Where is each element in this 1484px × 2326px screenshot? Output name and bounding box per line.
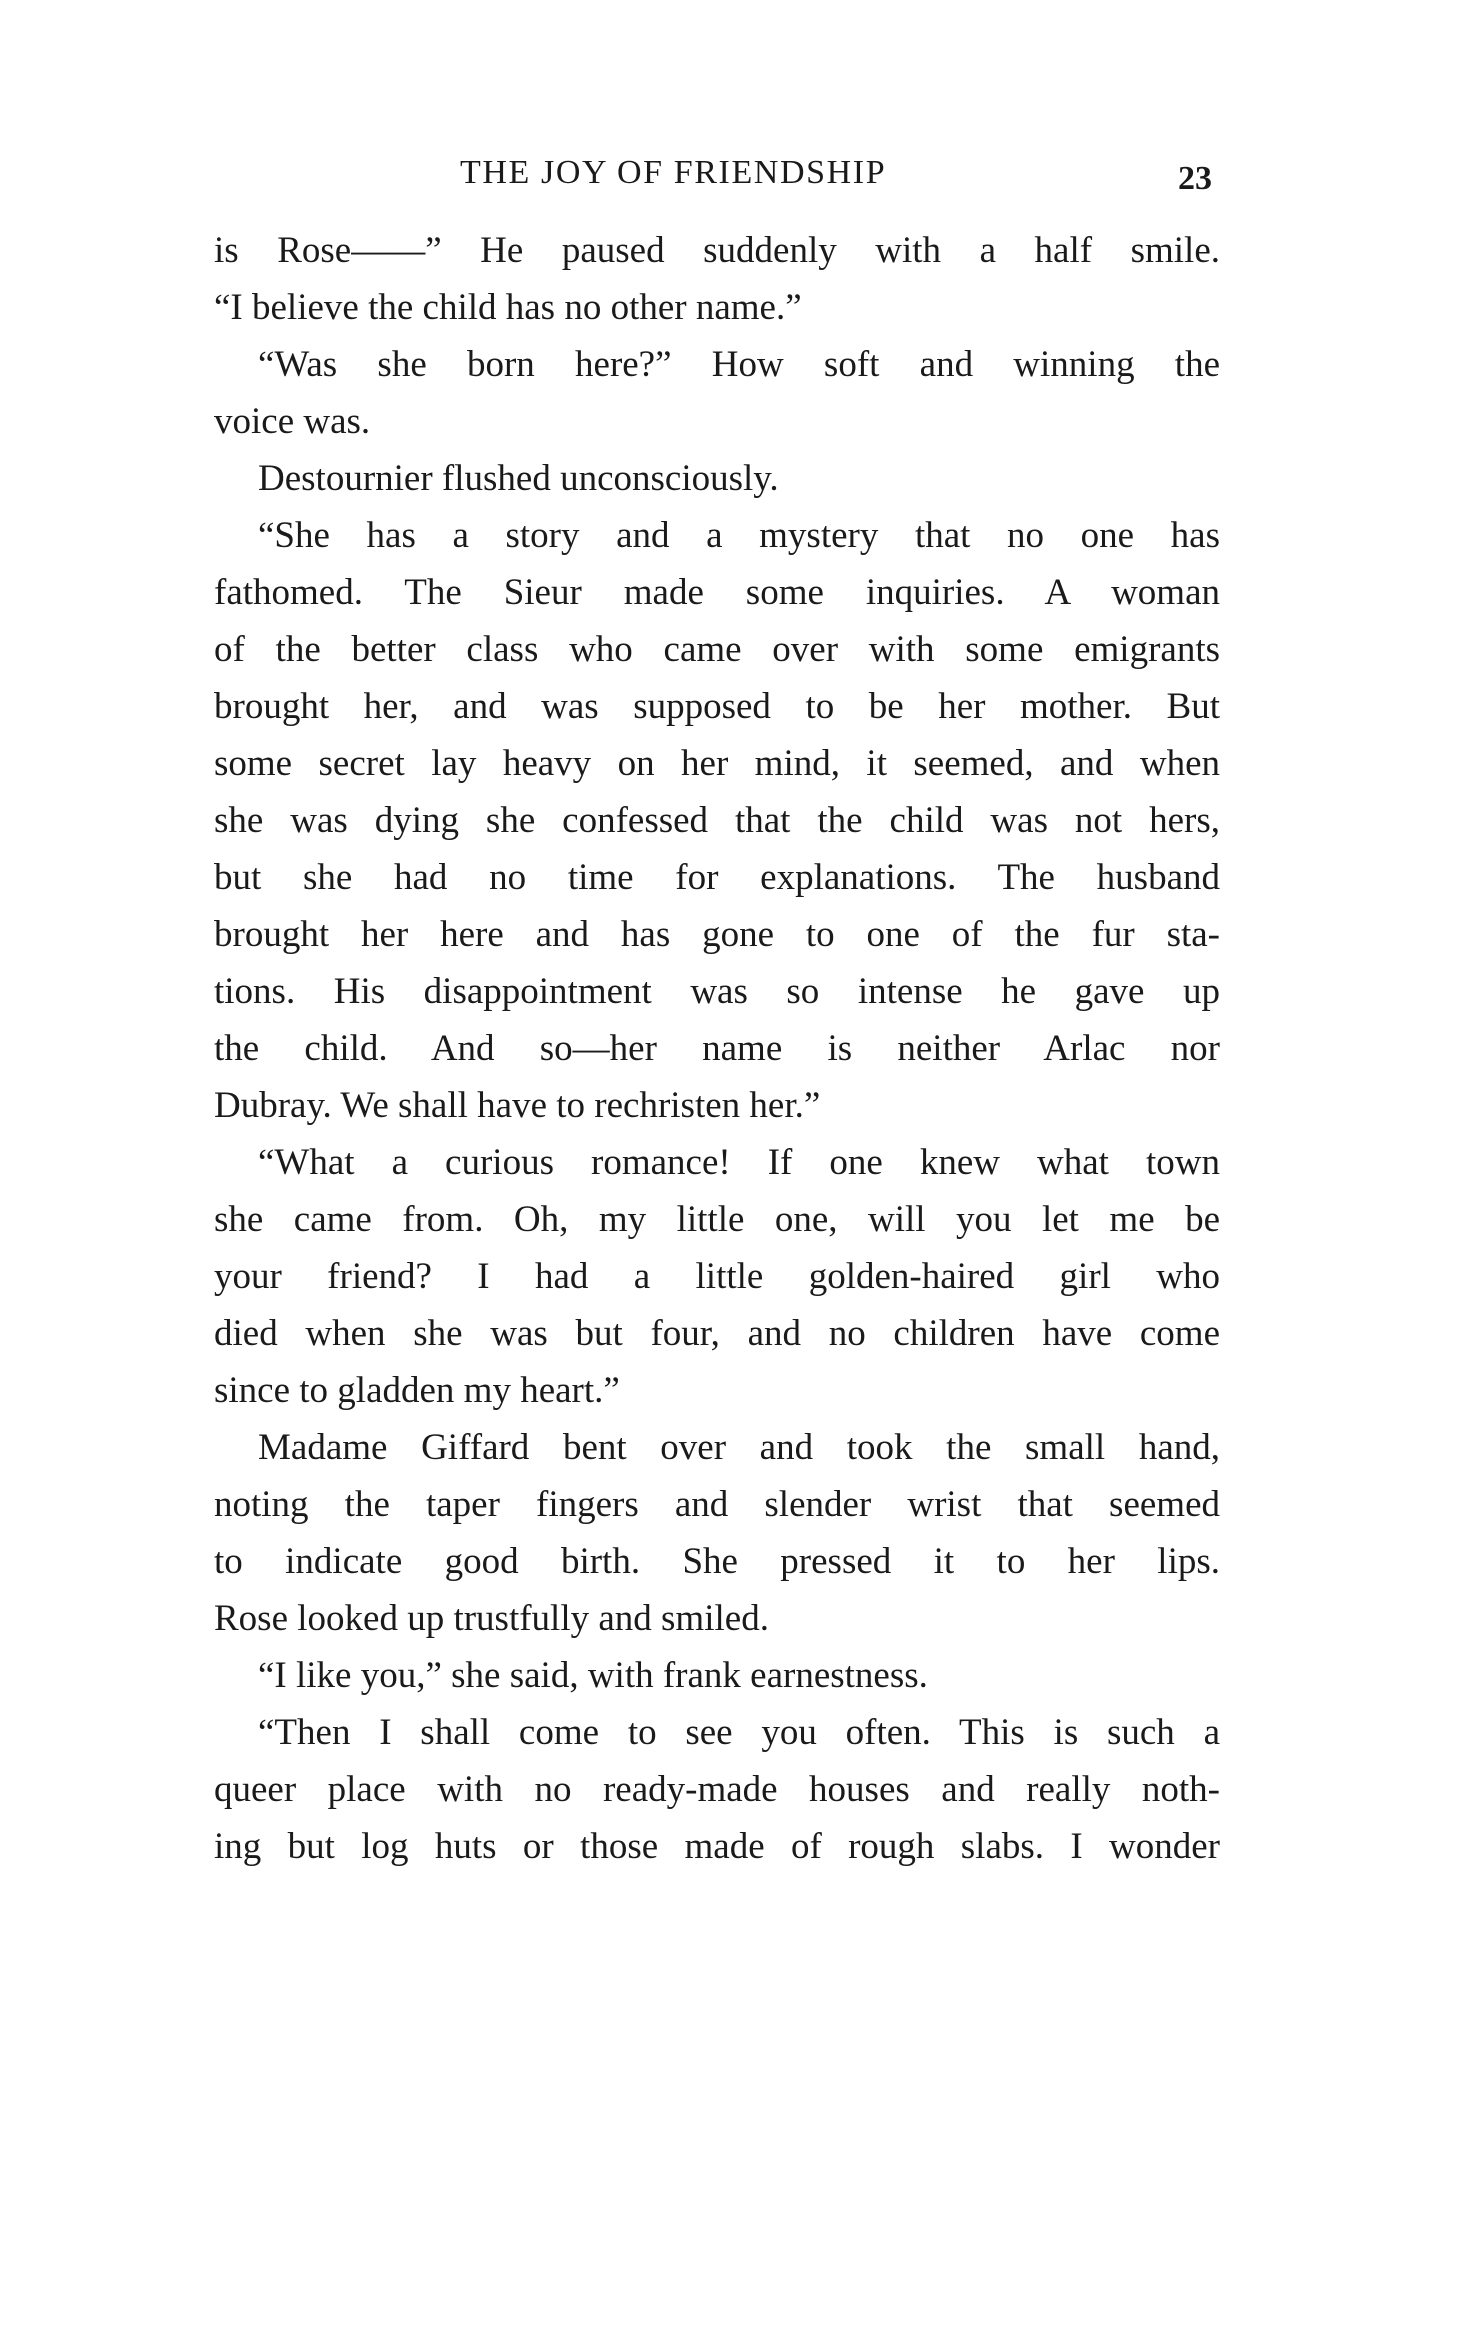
- text-line: Rose looked up trustfully and smiled.: [214, 1598, 769, 1639]
- text-line: to indicate good birth. She pressed it to her lips.: [214, 1541, 1220, 1582]
- text-line: “What a curious romance! If one knew what town: [258, 1142, 1220, 1183]
- text-line: queer place with no ready-made houses and really noth-: [214, 1769, 1220, 1810]
- text-line: some secret lay heavy on her mind, it seemed, and when: [214, 743, 1220, 784]
- text-line: “She has a story and a mystery that no one has: [258, 515, 1220, 556]
- text-line: since to gladden my heart.”: [214, 1370, 620, 1411]
- text-line: brought her here and has gone to one of the fur sta-: [214, 914, 1220, 955]
- text-line: but she had no time for explanations. The husband: [214, 857, 1220, 898]
- text-line: voice was.: [214, 401, 371, 442]
- text-line: your friend? I had a little golden-haired girl who: [214, 1256, 1220, 1297]
- text-line: tions. His disappointment was so intense he gave up: [214, 971, 1220, 1012]
- text-line: is Rose——” He paused suddenly with a half smile.: [214, 230, 1220, 271]
- text-line: brought her, and was supposed to be her mother. But: [214, 686, 1220, 727]
- text-line: the child. And so—her name is neither Arlac nor: [214, 1028, 1220, 1069]
- body-text: [214, 222, 1220, 1875]
- page-header: [0, 148, 1484, 198]
- text-line: she was dying she confessed that the child was not hers,: [214, 800, 1220, 841]
- text-line: Dubray. We shall have to rechristen her.”: [214, 1085, 821, 1126]
- text-line: fathomed. The Sieur made some inquiries. A woman: [214, 572, 1220, 613]
- text-line: died when she was but four, and no children have come: [214, 1313, 1220, 1354]
- page-number: 23: [1178, 160, 1212, 197]
- running-title: THE JOY OF FRIENDSHIP: [460, 154, 887, 191]
- text-line: “I like you,” she said, with frank earnestness.: [258, 1655, 928, 1696]
- text-line: she came from. Oh, my little one, will you let me be: [214, 1199, 1220, 1240]
- text-line: ing but log huts or those made of rough slabs. I wonder: [214, 1826, 1220, 1867]
- text-line: of the better class who came over with some emigrants: [214, 629, 1220, 670]
- text-line: “I believe the child has no other name.”: [214, 287, 802, 328]
- text-line: noting the taper fingers and slender wrist that seemed: [214, 1484, 1220, 1525]
- text-line: Madame Giffard bent over and took the small hand,: [258, 1427, 1220, 1468]
- text-line: “Then I shall come to see you often. This is such a: [258, 1712, 1220, 1753]
- text-line: Destournier flushed unconsciously.: [258, 458, 779, 499]
- text-line: “Was she born here?” How soft and winning the: [258, 344, 1220, 385]
